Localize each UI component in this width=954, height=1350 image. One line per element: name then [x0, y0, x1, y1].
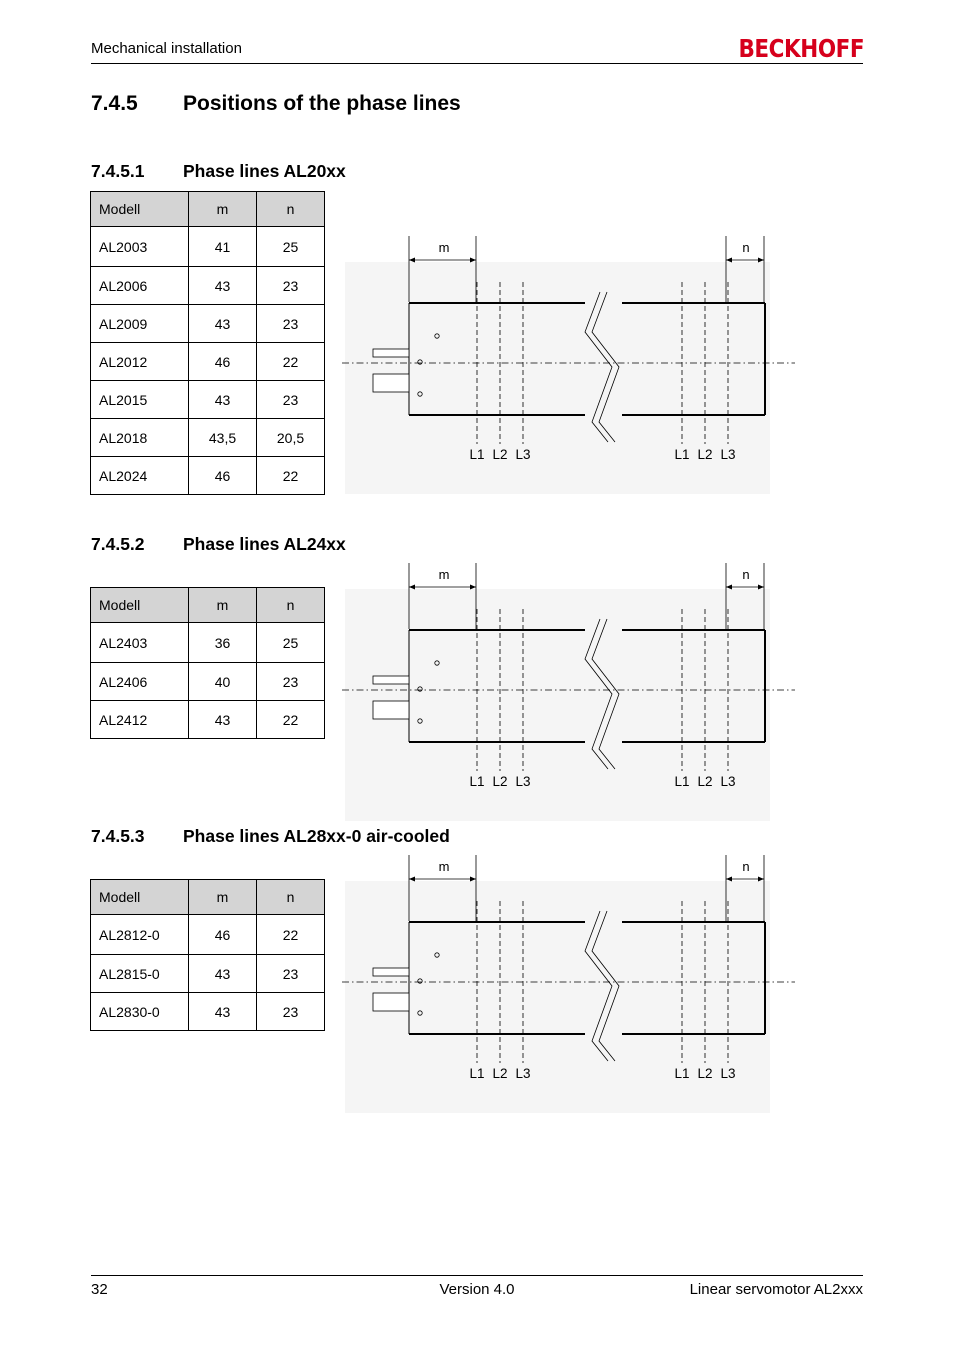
phase-label: L1	[469, 447, 485, 462]
table-row	[91, 915, 325, 955]
beckhoff-logo: BECKHOFF	[738, 34, 864, 63]
cell-n: 25	[257, 623, 325, 663]
table-row	[91, 227, 325, 267]
phase-label: L2	[697, 774, 713, 789]
dimension-label-n: n	[742, 859, 750, 874]
phase-label: L1	[469, 774, 485, 789]
phase-lines-diagram-al24xx	[335, 559, 800, 829]
cell-model: AL2412	[91, 701, 189, 739]
cell-m: 43	[189, 701, 257, 739]
phase-lines-diagram-al28xx	[335, 851, 800, 1121]
dimension-label-m: m	[438, 240, 450, 255]
phase-label: L1	[469, 1066, 485, 1081]
connector-plug	[373, 968, 409, 976]
cell-n: 23	[257, 663, 325, 701]
table-row	[91, 663, 325, 701]
col-header: m	[189, 880, 257, 915]
table-row	[91, 955, 325, 993]
cell-m: 46	[189, 457, 257, 495]
table-row	[91, 267, 325, 305]
cell-m: 46	[189, 915, 257, 955]
cell-n: 23	[257, 267, 325, 305]
cell-model: AL2006	[91, 267, 189, 305]
col-header: Modell	[91, 588, 189, 623]
cell-model: AL2018	[91, 419, 189, 457]
section-heading-al20xx	[91, 161, 346, 182]
phase-label: L3	[515, 447, 531, 462]
phase-label: L1	[674, 1066, 690, 1081]
dimension-label-n: n	[742, 240, 750, 255]
page-number: 32	[91, 1281, 108, 1298]
col-header: Modell	[91, 192, 189, 227]
cell-n: 23	[257, 955, 325, 993]
cell-model: AL2012	[91, 343, 189, 381]
cell-model: AL2830-0	[91, 993, 189, 1031]
phase-label: L3	[720, 1066, 736, 1081]
connector-plug	[373, 701, 409, 719]
phase-label: L2	[492, 774, 508, 789]
col-header: n	[257, 192, 325, 227]
footer-rule	[91, 1275, 863, 1276]
header-section-title: Mechanical installation	[91, 40, 242, 57]
header-rule	[91, 63, 863, 64]
section-number: 7.4.5.2	[91, 534, 145, 554]
cell-m: 46	[189, 343, 257, 381]
table-row	[91, 623, 325, 663]
phase-lines-diagram-al20xx	[335, 232, 800, 502]
section-heading-al24xx	[91, 534, 346, 555]
cell-model: AL2406	[91, 663, 189, 701]
col-header: n	[257, 588, 325, 623]
section-heading-al28xx	[91, 826, 450, 847]
table-row	[91, 381, 325, 419]
title-text: Positions of the phase lines	[183, 92, 461, 115]
phase-label: L2	[697, 1066, 713, 1081]
section-number: 7.4.5.3	[91, 826, 145, 846]
cell-m: 36	[189, 623, 257, 663]
section-title: Phase lines AL24xx	[183, 534, 346, 554]
cell-n: 20,5	[257, 419, 325, 457]
connector-plug	[373, 676, 409, 684]
connector-plug	[373, 374, 409, 392]
cell-model: AL2015	[91, 381, 189, 419]
page-title	[91, 92, 461, 116]
table-row	[91, 343, 325, 381]
phase-label: L3	[515, 774, 531, 789]
cell-n: 23	[257, 305, 325, 343]
cell-model: AL2812-0	[91, 915, 189, 955]
cell-m: 43	[189, 381, 257, 419]
title-number: 7.4.5	[91, 92, 138, 115]
dimension-label-m: m	[438, 567, 450, 582]
cell-n: 22	[257, 915, 325, 955]
phase-label: L2	[492, 447, 508, 462]
cell-m: 43	[189, 955, 257, 993]
dimension-label-n: n	[742, 567, 750, 582]
col-header: m	[189, 588, 257, 623]
footer-product: Linear servomotor AL2xxx	[689, 1281, 863, 1298]
cell-n: 23	[257, 993, 325, 1031]
table-row	[91, 305, 325, 343]
dimension-label-m: m	[438, 859, 450, 874]
cell-m: 43	[189, 267, 257, 305]
col-header: n	[257, 880, 325, 915]
cell-m: 43	[189, 305, 257, 343]
phase-label: L1	[674, 447, 690, 462]
col-header: Modell	[91, 880, 189, 915]
section-title: Phase lines AL20xx	[183, 161, 346, 181]
connector-plug	[373, 993, 409, 1011]
col-header: m	[189, 192, 257, 227]
cell-m: 40	[189, 663, 257, 701]
table-row	[91, 701, 325, 739]
connector-plug	[373, 349, 409, 357]
cell-n: 22	[257, 457, 325, 495]
footer-version: Version 4.0	[439, 1281, 515, 1298]
cell-model: AL2403	[91, 623, 189, 663]
phase-label: L1	[674, 774, 690, 789]
phase-label: L3	[720, 447, 736, 462]
cell-m: 41	[189, 227, 257, 267]
table-al20xx	[90, 191, 325, 495]
phase-label: L3	[720, 774, 736, 789]
cell-model: AL2024	[91, 457, 189, 495]
cell-n: 22	[257, 343, 325, 381]
cell-model: AL2003	[91, 227, 189, 267]
phase-label: L2	[492, 1066, 508, 1081]
cell-model: AL2009	[91, 305, 189, 343]
section-title: Phase lines AL28xx-0 air-cooled	[183, 826, 450, 846]
cell-model: AL2815-0	[91, 955, 189, 993]
cell-n: 22	[257, 701, 325, 739]
cell-n: 23	[257, 381, 325, 419]
phase-label: L3	[515, 1066, 531, 1081]
cell-m: 43,5	[189, 419, 257, 457]
section-number: 7.4.5.1	[91, 161, 145, 181]
table-al28xx	[90, 879, 325, 1031]
phase-label: L2	[697, 447, 713, 462]
cell-n: 25	[257, 227, 325, 267]
table-row	[91, 457, 325, 495]
table-row	[91, 419, 325, 457]
table-al24xx	[90, 587, 325, 739]
cell-m: 43	[189, 993, 257, 1031]
table-row	[91, 993, 325, 1031]
